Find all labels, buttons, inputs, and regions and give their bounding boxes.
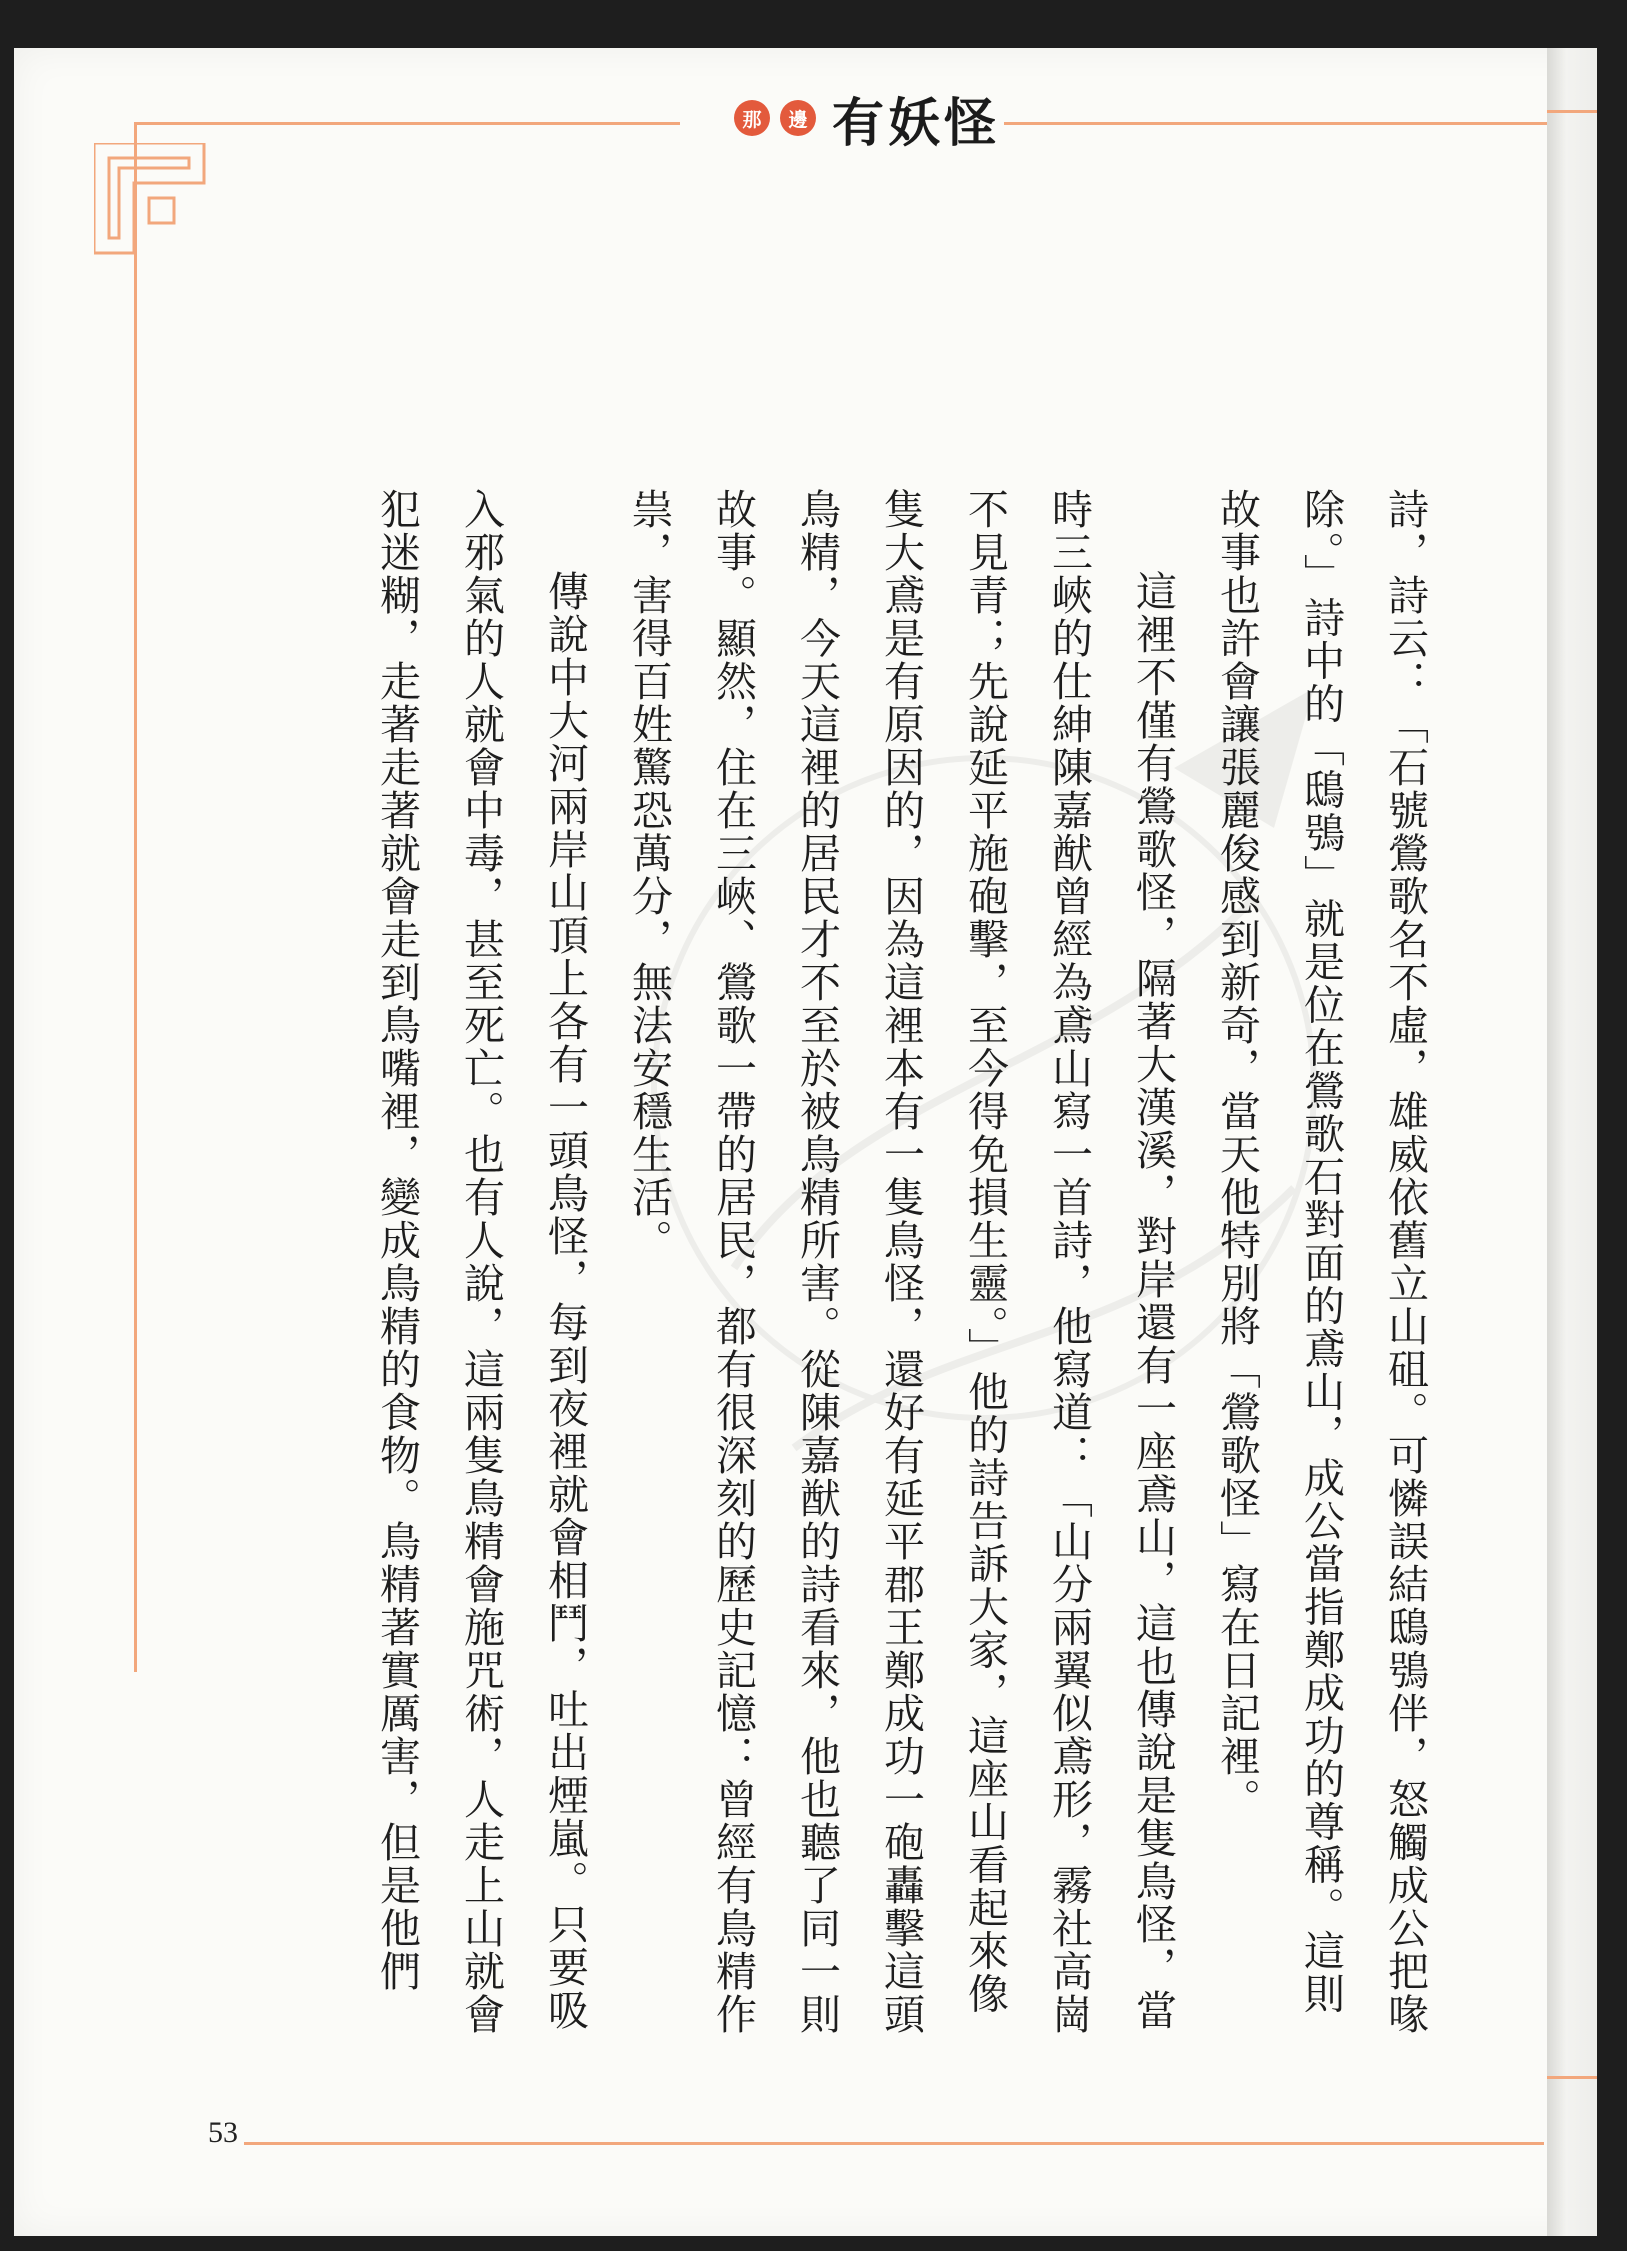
running-header — [734, 70, 1000, 166]
book-title: 有妖怪 — [832, 93, 1001, 154]
page-number: 53 — [208, 2116, 238, 2149]
vertical-text-body — [355, 488, 1447, 2048]
header-seal-1: 那 — [734, 100, 770, 136]
paragraph-2: 這裡不僅有鶯歌怪，隔著大漢溪，對岸還有一座鳶山，這也傳說是隻鳥怪，當時三峽的仕紳陳嘉猷曾經為鳶山寫一首詩，他寫道：「山分兩翼似鳶形，霧社高崗不見青；先說延平施砲擊，至今得免損生靈。」他的詩告訴大家，這座山看起來像隻大鳶是有原因的，因為這裡本有一隻鳥怪，還好有延平郡王鄭成功一砲轟擊這頭鳥精，今天這裡的居民才不至於被鳥精所害。從陳嘉猷的詩看來，他也聽了同一則故事。顯然，住在三峽、鶯歌一帶的居民，都有很深刻的歷史記憶：曾經有鳥精作祟，害得百姓驚恐萬分，無法安穩生活。 — [625, 488, 1177, 2036]
facing-page-rule-bottom — [1547, 2076, 1597, 2079]
frame-rule-bottom — [244, 2142, 1544, 2145]
paragraph-3: 傳說中大河兩岸山頂上各有一頭鳥怪，每到夜裡就會相鬥，吐出煙嵐。只要吸入邪氣的人就會中毒，甚至死亡。也有人說，這兩隻鳥精會施咒術，人走上山就會犯迷糊，走著走著就會走到鳥嘴裡，變成鳥精的食物。鳥精著實厲害，但是他們 — [373, 488, 589, 2036]
frame-rule-top-right — [1004, 122, 1547, 125]
frame-rule-left — [134, 122, 137, 1672]
facing-page-rule-top — [1547, 110, 1597, 113]
paragraph-1: 詩，詩云：「石號鶯歌名不虛，雄威依舊立山砠。可憐誤結鴟鴞伴，怒觸成公把喙除。」詩中的「鴟鴞」就是位在鶯歌石對面的鳶山，成公當指鄭成功的尊稱。這則故事也許會讓張麗俊感到新奇，當天他特別將「鶯歌怪」寫在日記裡。 — [1213, 488, 1429, 2036]
book-page — [14, 48, 1597, 2236]
frame-rule-top-left — [134, 122, 680, 125]
facing-page-edge — [1547, 48, 1597, 2236]
header-seal-2: 邊 — [780, 100, 816, 136]
fret-corner-ornament — [94, 143, 234, 283]
